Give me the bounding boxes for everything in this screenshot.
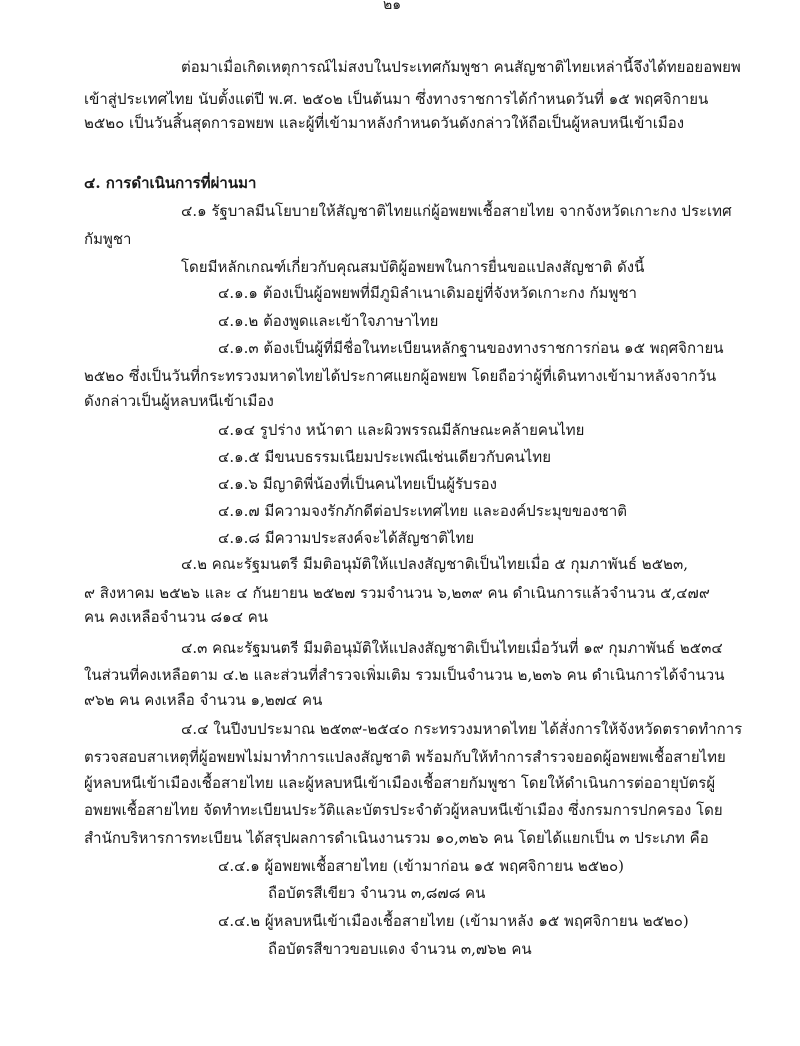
text-line: ถือบัตรสีขาวขอบแดง จำนวน ๓,๗๖๒ คน	[268, 940, 532, 958]
text-line: ๒๕๒๐ เป็นวันสิ้นสุดการอพยพ และผู้ที่เข้ามาหลังกำหนดวันดังกล่าวให้ถือเป็นผู้หลบหนีเข้าเมือง	[84, 114, 685, 132]
list-item: ๔.๑.๕ มีขนบธรรมเนียมประเพณีเช่นเดียวกับคนไทย	[218, 448, 551, 466]
text-line: ๔.๒ คณะรัฐมนตรี มีมติอนุมัติให้แปลงสัญชาติเป็นไทยเมื่อ ๕ กุมภาพันธ์ ๒๕๒๓,	[181, 555, 688, 573]
text-line: ในส่วนที่คงเหลือตาม ๔.๒ และส่วนที่สำรวจเพิ่มเติม รวมเป็นจำนวน ๒,๒๓๖ คน ดำเนินการได้จำนวน	[84, 666, 725, 684]
list-item: ๔.๑๔ รูปร่าง หน้าตา และผิวพรรณมีลักษณะคล้ายคนไทย	[218, 421, 585, 439]
list-item: ๔.๑.๖ มีญาติพี่น้องที่เป็นคนไทยเป็นผู้รับรอง	[218, 475, 497, 493]
text-line: ๔.๔ ในปีงบประมาณ ๒๕๓๙-๒๕๔๐ กระทรวงมหาดไทย ได้สั่งการให้จังหวัดตราดทำการ	[181, 720, 743, 738]
list-item: ๔.๔.๑ ผู้อพยพเชื้อสายไทย (เข้ามาก่อน ๑๕ พฤศจิกายน ๒๕๒๐)	[218, 857, 625, 875]
page-number: ๒๑	[383, 0, 402, 13]
list-item: ๔.๔.๒ ผู้หลบหนีเข้าเมืองเชื้อสายไทย (เข้ามาหลัง ๑๕ พฤศจิกายน ๒๕๒๐)	[218, 912, 689, 930]
text-line: อพยพเชื้อสายไทย จัดทำทะเบียนประวัติและบัตรประจำตัวผู้หลบหนีเข้าเมือง ซึ่งกรมการปกครอง โดย	[84, 801, 723, 819]
list-item: ๔.๑.๒ ต้องพูดและเข้าใจภาษาไทย	[218, 312, 439, 330]
list-item: ๔.๑.๓ ต้องเป็นผู้ที่มีชื่อในทะเบียนหลักฐานของทางราชการก่อน ๑๕ พฤศจิกายน	[218, 339, 724, 357]
text-line: กัมพูชา	[84, 230, 132, 248]
text-line: ตรวจสอบสาเหตุที่ผู้อพยพไม่มาทำการแปลงสัญชาติ พร้อมกับให้ทำการสำรวจยอดผู้อพยพเชื้อสายไทย	[84, 748, 726, 766]
text-line: สำนักบริหารการทะเบียน ได้สรุปผลการดำเนินงานรวม ๑๐,๓๒๖ คน โดยได้แยกเป็น ๓ ประเภท คือ	[84, 829, 709, 847]
text-line: คน คงเหลือจำนวน ๘๑๔ คน	[84, 608, 269, 626]
list-item: ๔.๑.๑ ต้องเป็นผู้อพยพที่มีภูมิลำเนาเดิมอยู่ที่จังหวัดเกาะกง กัมพูชา	[218, 284, 637, 302]
text-line: ดังกล่าวเป็นผู้หลบหนีเข้าเมือง	[84, 392, 274, 410]
text-line: ๒๕๒๐ ซึ่งเป็นวันที่กระทรวงมหาดไทยได้ประกาศแยกผู้อพยพ โดยถือว่าผู้ที่เดินทางเข้ามาหลังจากวัน	[84, 367, 717, 385]
text-line: ๔.๑ รัฐบาลมีนโยบายให้สัญชาติไทยแก่ผู้อพยพเชื้อสายไทย จากจังหวัดเกาะกง ประเทศ	[181, 202, 732, 220]
text-line: ๙๖๒ คน คงเหลือ จำนวน ๑,๒๗๔ คน	[84, 691, 323, 709]
list-item: ๔.๑.๗ มีความจงรักภักดีต่อประเทศไทย และองค์ประมุขของชาติ	[218, 502, 627, 520]
text-line: ๔.๓ คณะรัฐมนตรี มีมติอนุมัติให้แปลงสัญชาติเป็นไทยเมื่อวันที่ ๑๙ กุมภาพันธ์ ๒๕๓๔	[181, 639, 723, 657]
text-line: ๙ สิงหาคม ๒๕๒๖ และ ๔ กันยายน ๒๕๒๗ รวมจำนวน ๖,๒๓๙ คน ดำเนินการแล้วจำนวน ๕,๔๗๙	[84, 584, 710, 602]
text-line: ถือบัตรสีเขียว จำนวน ๓,๘๗๘ คน	[268, 884, 486, 902]
text-line: ผู้หลบหนีเข้าเมืองเชื้อสายไทย และผู้หลบหนีเข้าเมืองเชื้อสายกัมพูชา โดยให้ดำเนินการต่ออายุบัตรผู้	[84, 774, 716, 792]
text-line: ต่อมาเมื่อเกิดเหตุการณ์ไม่สงบในประเทศกัมพูชา คนสัญชาติไทยเหล่านี้จึงได้ทยอยอพยพ	[181, 58, 741, 76]
text-line: เข้าสู่ประเทศไทย นับตั้งแต่ปี พ.ศ. ๒๕๐๒ เป็นต้นมา ซึ่งทางราชการได้กำหนดวันที่ ๑๕ พฤศจิกายน	[84, 90, 709, 108]
list-item: ๔.๑.๘ มีความประสงค์จะได้สัญชาติไทย	[218, 529, 475, 547]
section-heading: ๔. การดำเนินการที่ผ่านมา	[84, 174, 257, 192]
text-line: โดยมีหลักเกณฑ์เกี่ยวกับคุณสมบัติผู้อพยพในการยื่นขอแปลงสัญชาติ ดังนี้	[181, 258, 645, 276]
